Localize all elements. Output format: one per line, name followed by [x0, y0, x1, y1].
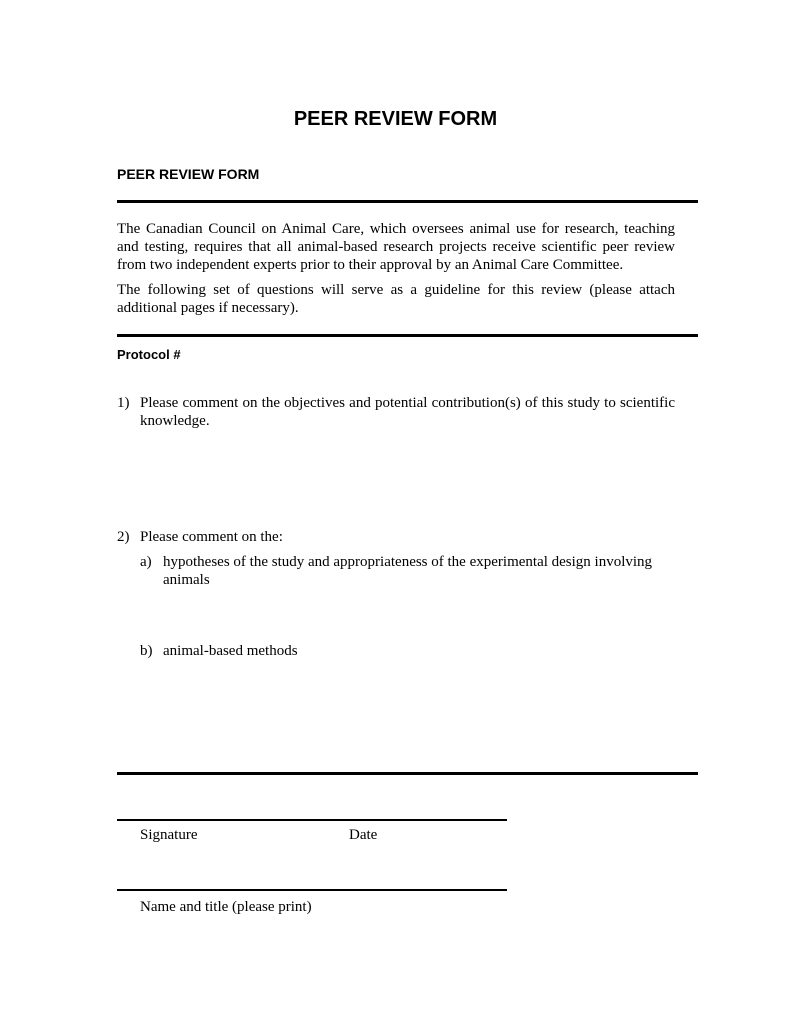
name-title-label: Name and title (please print)	[140, 899, 312, 915]
signature-line	[117, 819, 507, 821]
question-2b-letter: b)	[140, 643, 153, 659]
question-1-number: 1)	[117, 395, 130, 411]
divider-protocol	[117, 334, 698, 337]
question-2-number: 2)	[117, 529, 130, 545]
protocol-label: Protocol #	[117, 347, 181, 362]
page-title: PEER REVIEW FORM	[293, 108, 498, 130]
question-2a-letter: a)	[140, 554, 152, 570]
date-label: Date	[349, 827, 378, 843]
question-2a-text: hypotheses of the study and appropriateness of the experimental design involving animals	[163, 554, 653, 588]
name-title-line	[117, 889, 507, 891]
signature-label: Signature	[140, 827, 198, 843]
intro-paragraph-1: The Canadian Council on Animal Care, which oversees animal use for research, teaching and testing, requires that all animal-based research projects receive scientific peer review from two independent experts prior to their approval by an Animal Care Committee.	[117, 221, 675, 273]
question-1-text: Please comment on the objectives and potential contribution(s) of this study to scientific knowledge.	[140, 395, 675, 429]
divider-top	[117, 200, 698, 203]
divider-bottom	[117, 772, 698, 775]
question-2-text: Please comment on the:	[140, 529, 283, 545]
section-heading: PEER REVIEW FORM	[117, 166, 260, 182]
intro-paragraph-2: The following set of questions will serve as a guideline for this review (please attach additional pages if necessary).	[117, 282, 675, 316]
question-2b-text: animal-based methods	[163, 643, 298, 659]
